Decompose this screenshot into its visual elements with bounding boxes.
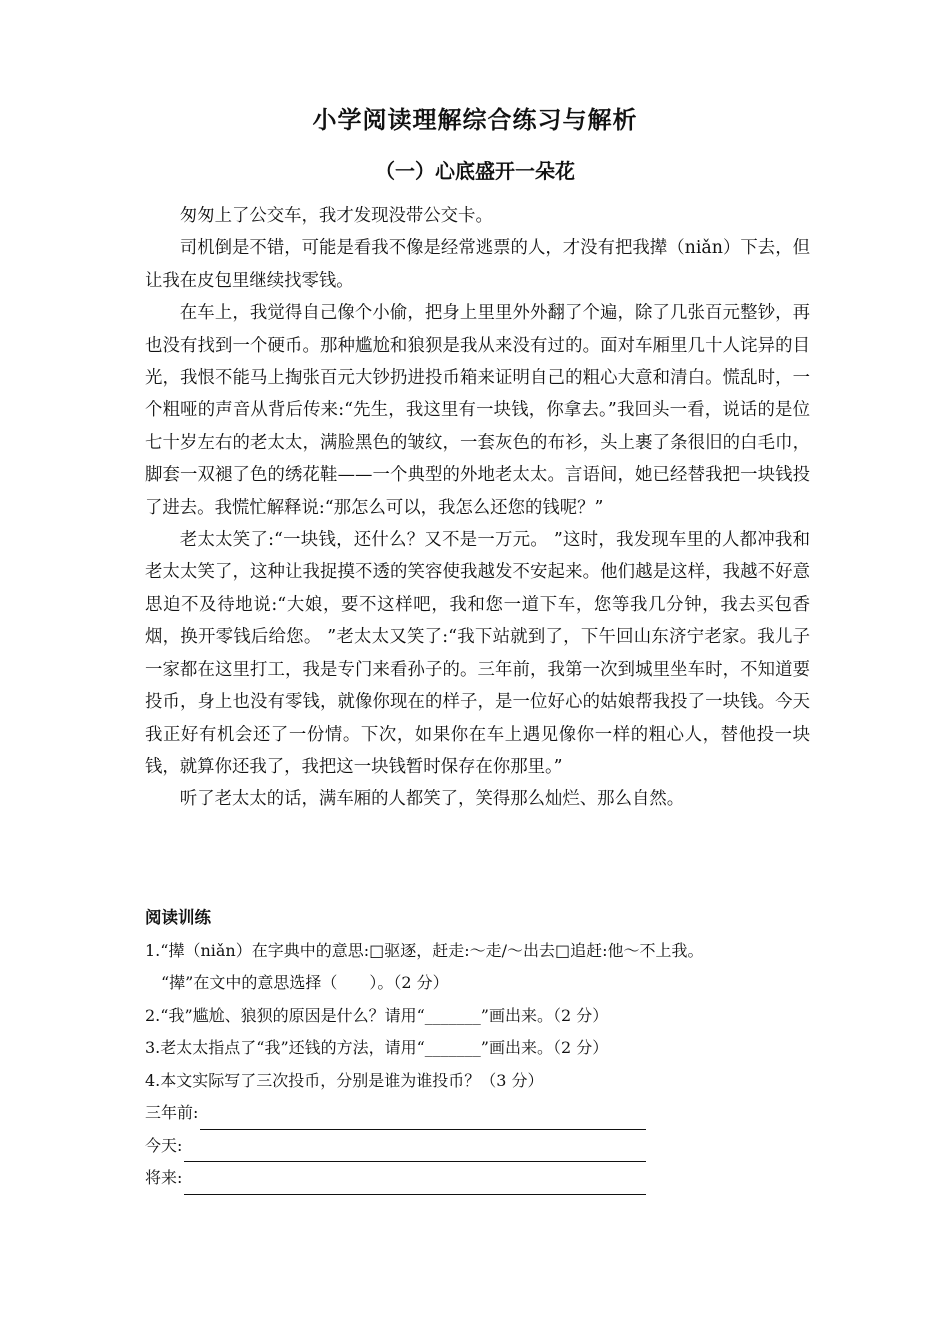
answer-blank-line[interactable] (200, 1105, 646, 1130)
question-1-prompt: “撵”在文中的意思选择（ ）。（2 分） (161, 973, 449, 992)
answer-label: 三年前: (145, 1103, 199, 1122)
answer-blank-line[interactable] (184, 1137, 646, 1162)
question-3: 3.老太太指点了“我”还钱的方法，请用“_______”画出来。（2 分） (145, 1038, 609, 1057)
question-1: 1.“撵（niǎn）在字典中的意思:□驱逐，赶走:～走/～出去□追赶:他～不上我。 (145, 940, 704, 960)
page-title: 小学阅读理解综合练习与解析 (312, 105, 638, 134)
passage (145, 200, 810, 816)
answer-blank-line[interactable] (184, 1170, 646, 1195)
paragraph: 老太太笑了:“一块钱，还什么？又不是一万元。 ”这时，我发现车里的人都冲我和老太太笑了，这种让我捉摸不透的笑容使我越发不安起来。他们越是这样，我越不好意思迫不及待地说:“大娘，要不这样吧，我和您一道下车，您等我几分钟，我去买包香烟，换开零钱后给您。 ”老太太又笑了:“我下站就到了，下午回山东济宁老家。我儿子一家都在这里打工，我是专门来看孙子的。三年前，我第一次到城里坐车时，不知道要投币，身上也没有零钱，就像你现在的样子，是一位好心的姑娘帮我投了一块钱。今天我正好有机会还了一份情。下次，如果你在车上遇见像你一样的粗心人，替他投一块钱，就算你还我了，我把这一块钱暂时保存在你那里。” (145, 530, 810, 777)
question-2: 2.“我”尴尬、狼狈的原因是什么？请用“_______”画出来。（2 分） (145, 1005, 609, 1025)
exercises-heading: 阅读训练 (145, 908, 211, 927)
paragraph: 在车上，我觉得自己像个小偷，把身上里里外外翻了个遍，除了几张百元整钞，再也没有找到一个硬币。那种尴尬和狼狈是我从来没有过的。面对车厢里几十人诧异的目光，我恨不能马上掏张百元大钞扔进投币箱来证明自己的粗心大意和清白。慌乱时，一个粗哑的声音从背后传来:“先生，我这里有一块钱，你拿去。”我回头一看，说话的是位七十岁左右的老太太，满脸黑色的皱纹，一套灰色的布衫，头上裹了条很旧的白毛巾，脚套一双褪了色的绣花鞋——一个典型的外地老太太。言语间，她已经替我把一块钱投了进去。我慌忙解释说:“那怎么可以，我怎么还您的钱呢？” (145, 303, 810, 518)
paragraph: 匆匆上了公交车，我才发现没带公交卡。 (179, 206, 493, 226)
answer-row-today (145, 1130, 810, 1163)
paragraph: 司机倒是不错，可能是看我不像是经常逃票的人，才没有把我撵（niǎn）下去，但让我在皮包里继续找零钱。 (145, 238, 810, 291)
reading-exercises (145, 902, 810, 1195)
answer-row-future (145, 1162, 810, 1195)
question-4: 4.本文实际写了三次投币，分别是谁为谁投币？（3 分） (145, 1070, 544, 1090)
paragraph: 听了老太太的话，满车厢的人都笑了，笑得那么灿烂、那么自然。 (179, 789, 685, 810)
section-title: （一）心底盛开一朵花 (375, 159, 575, 183)
answer-label: 今天: (145, 1135, 183, 1155)
answer-label: 将来: (145, 1168, 183, 1187)
answer-row-three-years-ago (145, 1097, 810, 1130)
